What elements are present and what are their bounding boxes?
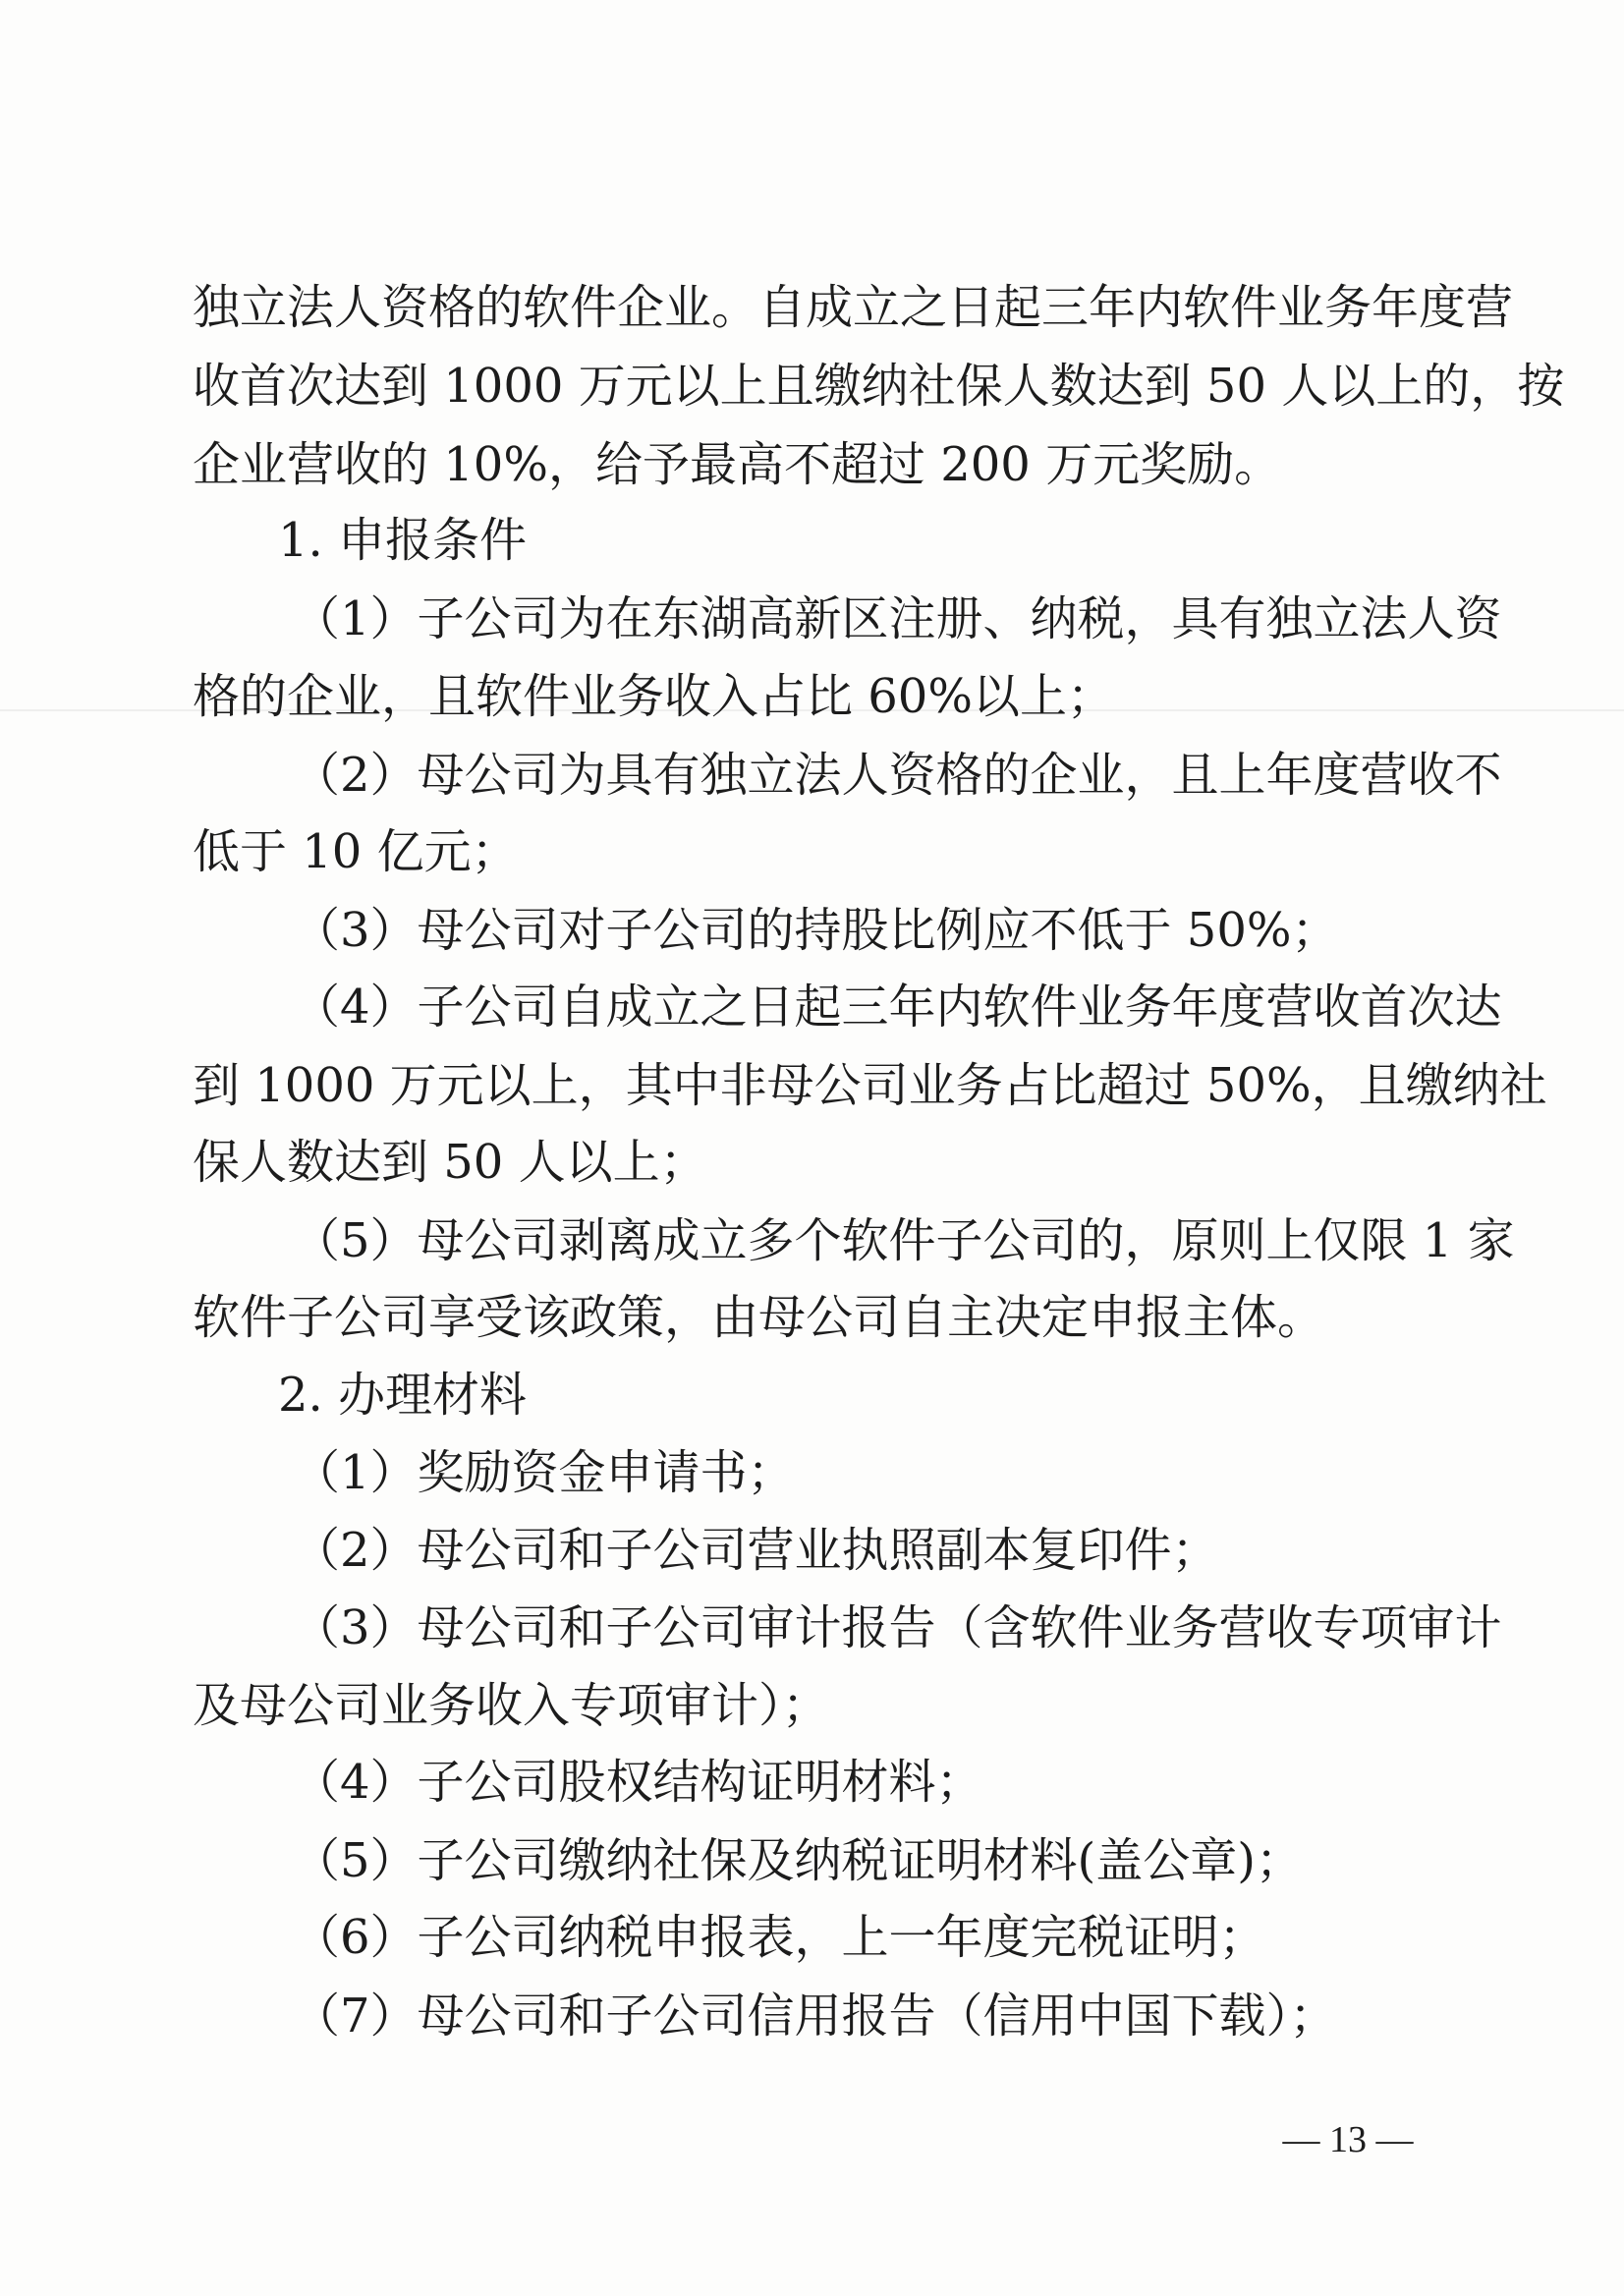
paragraph-line: 独立法人资格的软件企业。自成立之日起三年内软件业务年度营 — [193, 280, 1514, 335]
condition-item-1-cont: 格的企业，且软件业务收入占比 60%以上； — [193, 669, 1114, 724]
condition-item-4: （4）子公司自成立之日起三年内软件业务年度营收首次达 — [293, 980, 1502, 1035]
condition-item-2: （2）母公司为具有独立法人资格的企业，且上年度营收不 — [293, 748, 1502, 803]
condition-item-4-cont: 到 1000 万元以上，其中非母公司业务占比超过 50%，且缴纳社 — [193, 1058, 1547, 1113]
condition-item-1: （1）子公司为在东湖高新区注册、纳税，具有独立法人资 — [293, 591, 1502, 646]
material-item-3-cont: 及母公司业务收入专项审计）； — [193, 1678, 830, 1733]
condition-item-3: （3）母公司对子公司的持股比例应不低于 50%； — [293, 903, 1339, 958]
section-heading-application-conditions: 1. 申报条件 — [278, 513, 528, 568]
material-item-5: （5）子公司缴纳社保及纳税证明材料(盖公章)； — [293, 1833, 1303, 1888]
page-number: — 13 — — [1282, 2119, 1414, 2160]
section-heading-materials: 2. 办理材料 — [278, 1368, 528, 1423]
material-item-7: （7）母公司和子公司信用报告（信用中国下载）； — [293, 1988, 1337, 2044]
condition-item-4-cont: 保人数达到 50 人以上； — [193, 1135, 707, 1190]
condition-item-5-cont: 软件子公司享受该政策，由母公司自主决定申报主体。 — [193, 1290, 1325, 1345]
material-item-3: （3）母公司和子公司审计报告（含软件业务营收专项审计 — [293, 1600, 1502, 1655]
paragraph-line: 收首次达到 1000 万元以上且缴纳社保人数达到 50 人以上的，按 — [193, 359, 1565, 414]
material-item-1: （1）奖励资金申请书； — [293, 1445, 795, 1500]
paragraph-line: 企业营收的 10%，给予最高不超过 200 万元奖励。 — [193, 437, 1282, 492]
condition-item-5: （5）母公司剥离成立多个软件子公司的，原则上仅限 1 家 — [293, 1213, 1515, 1268]
material-item-6: （6）子公司纳税申报表，上一年度完税证明； — [293, 1910, 1266, 1965]
material-item-4: （4）子公司股权结构证明材料； — [293, 1755, 983, 1810]
material-item-2: （2）母公司和子公司营业执照副本复印件； — [293, 1523, 1219, 1578]
condition-item-2-cont: 低于 10 亿元； — [193, 824, 519, 879]
